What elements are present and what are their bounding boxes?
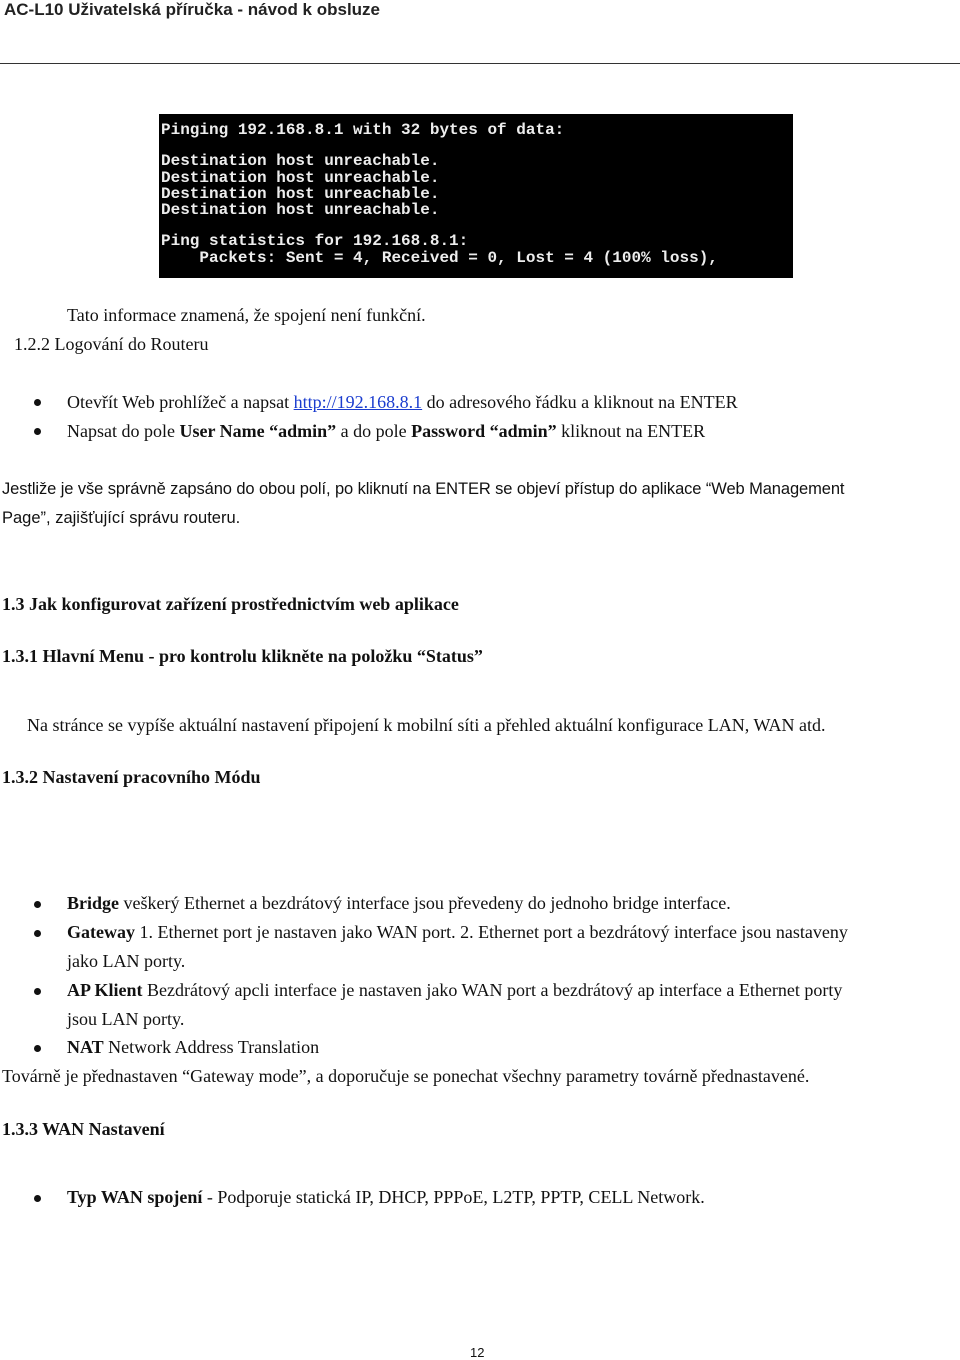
section-heading-1-3-1: 1.3.1 Hlavní Menu - pro kontrolu klikněte na položku “Status”	[2, 646, 483, 666]
bullet-icon	[34, 988, 41, 995]
paragraph-line: Jestliže je vše správně zapsáno do obou polí, po kliknutí na ENTER se objeví přístup do aplikace “Web Management	[2, 480, 845, 498]
terminal-line: Destination host unreachable.	[161, 152, 440, 171]
section-heading-1-3-2: 1.3.2 Nastavení pracovního Módu	[2, 767, 261, 787]
bullet-icon	[34, 399, 41, 406]
section-heading-1-2-2: 1.2.2 Logování do Routeru	[14, 334, 209, 354]
ping-terminal-screenshot	[159, 114, 793, 278]
list-item: NAT Network Address Translation	[67, 1037, 320, 1057]
terminal-line: Destination host unreachable.	[161, 168, 440, 187]
bullet-icon	[34, 428, 41, 435]
page-number: 12	[470, 1345, 485, 1360]
list-item: Typ WAN spojení - Podporuje statická IP, DHCP, PPPoE, L2TP, PPTP, CELL Network.	[67, 1187, 705, 1207]
list-item: Gateway 1. Ethernet port je nastaven jako WAN port. 2. Ethernet port a bezdrátový interface jsou nastaveny	[67, 922, 848, 942]
list-item: Bridge veškerý Ethernet a bezdrátový interface jsou převedeny do jednoho bridge interface.	[67, 893, 731, 913]
bullet-icon	[34, 930, 41, 937]
terminal-line: Destination host unreachable.	[161, 201, 440, 220]
list-item: Napsat do pole User Name “admin” a do pole Password “admin” kliknout na ENTER	[67, 421, 706, 441]
factory-default-note: Továrně je přednastaven “Gateway mode”, a doporučuje se ponechat všechny parametry továrně přednastavené.	[2, 1066, 810, 1086]
list-item-continuation: jsou LAN porty.	[67, 1009, 185, 1029]
terminal-line: Destination host unreachable.	[161, 184, 440, 203]
terminal-line: Ping statistics for 192.168.8.1:	[161, 232, 469, 251]
list-item-continuation: jako LAN porty.	[67, 951, 186, 971]
terminal-line: Packets: Sent = 4, Received = 0, Lost = 4 (100% loss),	[161, 248, 718, 267]
bullet-icon	[34, 1045, 41, 1052]
section-heading-1-3: 1.3 Jak konfigurovat zařízení prostřednictvím web aplikace	[2, 594, 459, 614]
info-text: Tato informace znamená, že spojení není funkční.	[67, 305, 426, 325]
section-heading-1-3-3: 1.3.3 WAN Nastavení	[2, 1119, 165, 1139]
document-header-title: AC-L10 Uživatelská příručka - návod k obsluze	[4, 0, 381, 19]
paragraph-line: Page”, zajišťující správu routeru.	[2, 509, 241, 527]
list-item: AP Klient Bezdrátový apcli interface je nastaven jako WAN port a bezdrátový ap interface a Ethernet porty	[67, 980, 843, 1000]
list-item: Otevřít Web prohlížeč a napsat http://192.168.8.1 do adresového řádku a kliknout na ENTER	[67, 392, 738, 412]
header-rule	[0, 63, 960, 64]
bullet-icon	[34, 1195, 41, 1202]
terminal-line: Pinging 192.168.8.1 with 32 bytes of data:	[161, 121, 565, 139]
bullet-icon	[34, 901, 41, 908]
router-address-link[interactable]: http://192.168.8.1	[293, 392, 423, 412]
status-description: Na stránce se vypíše aktuální nastavení připojení k mobilní síti a přehled aktuální konfigurace LAN, WAN atd.	[27, 715, 826, 735]
